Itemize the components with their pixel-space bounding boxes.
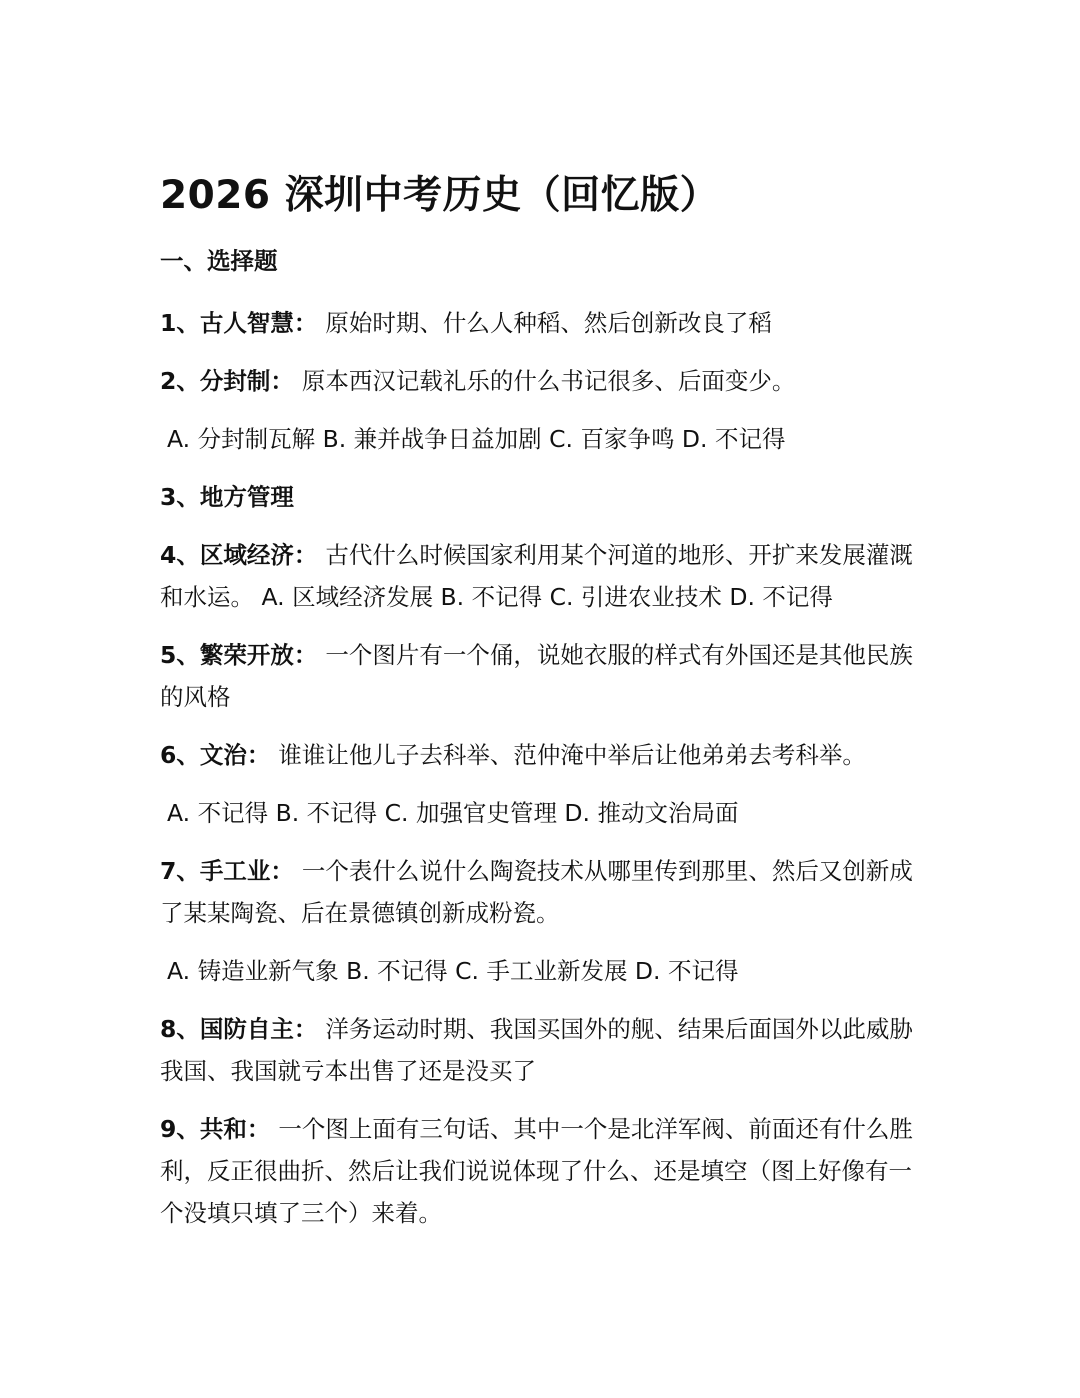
section-heading: 一、选择题 (160, 247, 278, 275)
question-8 (160, 1008, 920, 1092)
question-label: 9、共和： (160, 1115, 271, 1143)
question-6-options: A. 不记得 B. 不记得 C. 加强官史管理 D. 推动文治局面 (167, 799, 739, 827)
document-title: 2026 深圳中考历史（回忆版） (160, 173, 720, 218)
document-page (160, 168, 920, 1250)
question-label: 2、分封制： (160, 367, 294, 395)
question-text: 原本西汉记载礼乐的什么书记很多、后面变少。 (301, 367, 796, 395)
question-text: 洋务运动时期、我国买国外的舰、结果后面国外以此威胁我国、我国就亏本出售了还是没买了 (160, 1015, 913, 1085)
question-label: 3、地方管理 (160, 483, 294, 511)
question-text: 一个图上面有三句话、其中一个是北洋军阀、前面还有什么胜利，反正很曲折、然后让我们说说体现了什么、还是填空（图上好像有一个没填只填了三个）来着。 (160, 1115, 913, 1227)
question-text: 原始时期、什么人种稻、然后创新改良了稻 (325, 309, 772, 337)
question-label: 7、手工业： (160, 857, 294, 885)
question-text: 一个表什么说什么陶瓷技术从哪里传到那里、然后又创新成了某某陶瓷、后在景德镇创新成粉瓷。 (160, 857, 913, 927)
question-text: 古代什么时候国家利用某个河道的地形、开扩来发展灌溉和水运。 A. 区域经济发展 B. 不记得 C. 引进农业技术 D. 不记得 (160, 541, 913, 611)
question-7 (160, 850, 920, 934)
question-2-options: A. 分封制瓦解 B. 兼并战争日益加剧 C. 百家争鸣 D. 不记得 (167, 425, 786, 453)
question-6 (160, 734, 920, 776)
question-2 (160, 360, 920, 402)
question-9 (160, 1108, 920, 1234)
question-label: 4、区域经济： (160, 541, 318, 569)
question-5 (160, 634, 920, 718)
question-label: 8、国防自主： (160, 1015, 318, 1043)
question-7-options: A. 铸造业新气象 B. 不记得 C. 手工业新发展 D. 不记得 (167, 957, 739, 985)
question-label: 6、文治： (160, 741, 271, 769)
question-1 (160, 302, 920, 344)
question-label: 5、繁荣开放： (160, 641, 318, 669)
question-text: 一个图片有一个俑，说她衣服的样式有外国还是其他民族的风格 (160, 641, 913, 711)
question-label: 1、古人智慧： (160, 309, 318, 337)
question-text: 谁谁让他儿子去科举、范仲淹中举后让他弟弟去考科举。 (278, 741, 866, 769)
question-3 (160, 476, 920, 518)
question-4 (160, 534, 920, 618)
